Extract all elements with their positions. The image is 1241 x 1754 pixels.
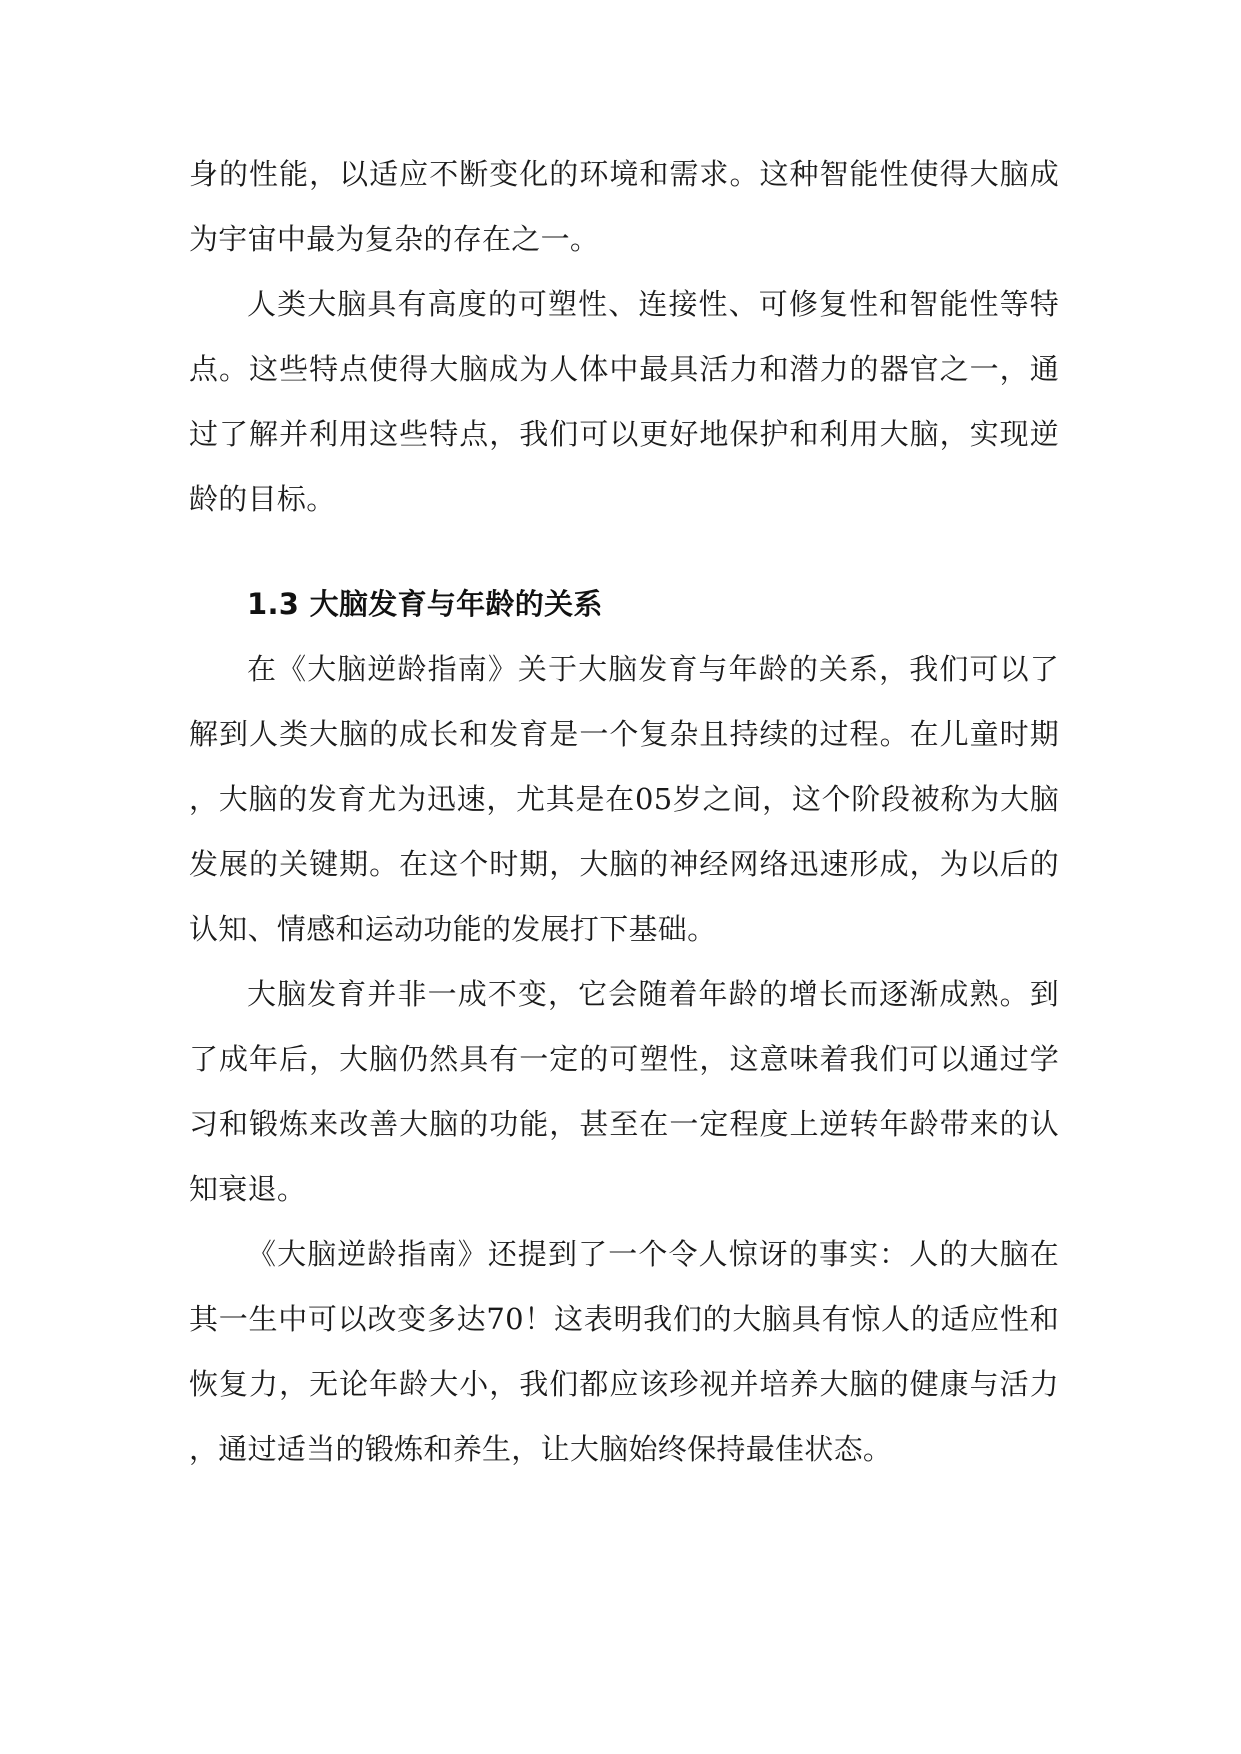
section-heading: 1.3 大脑发育与年龄的关系 xyxy=(247,587,603,621)
paragraph-brain-maturity: 大脑发育并非一成不变，它会随着年龄的增长而逐渐成熟。到了成年后，大脑仍然具有一定的可塑性，这意味着我们可以通过学习和锻炼来改善大脑的功能，甚至在一定程度上逆转年龄带来的认知衰退。 xyxy=(189,977,1059,1206)
page-content xyxy=(189,142,1059,1482)
paragraph-brain-adaptability: 《大脑逆龄指南》还提到了一个令人惊讶的事实：人的大脑在其一生中可以改变多达70！这表明我们的大脑具有惊人的适应性和恢复力，无论年龄大小，我们都应该珍视并培养大脑的健康与活力，通过适当的锻炼和养生，让大脑始终保持最佳状态。 xyxy=(189,1237,1059,1466)
paragraph-brain-features: 人类大脑具有高度的可塑性、连接性、可修复性和智能性等特点。这些特点使得大脑成为人体中最具活力和潜力的器官之一，通过了解并利用这些特点，我们可以更好地保护和利用大脑，实现逆龄的目标。 xyxy=(189,287,1059,516)
paragraph-continued: 身的性能，以适应不断变化的环境和需求。这种智能性使得大脑成为宇宙中最为复杂的存在之一。 xyxy=(189,157,1059,256)
paragraph-brain-development: 在《大脑逆龄指南》关于大脑发育与年龄的关系，我们可以了解到人类大脑的成长和发育是一个复杂且持续的过程。在儿童时期，大脑的发育尤为迅速，尤其是在05岁之间，这个阶段被称为大脑发展的关键期。在这个时期，大脑的神经网络迅速形成，为以后的认知、情感和运动功能的发展打下基础。 xyxy=(189,652,1059,946)
